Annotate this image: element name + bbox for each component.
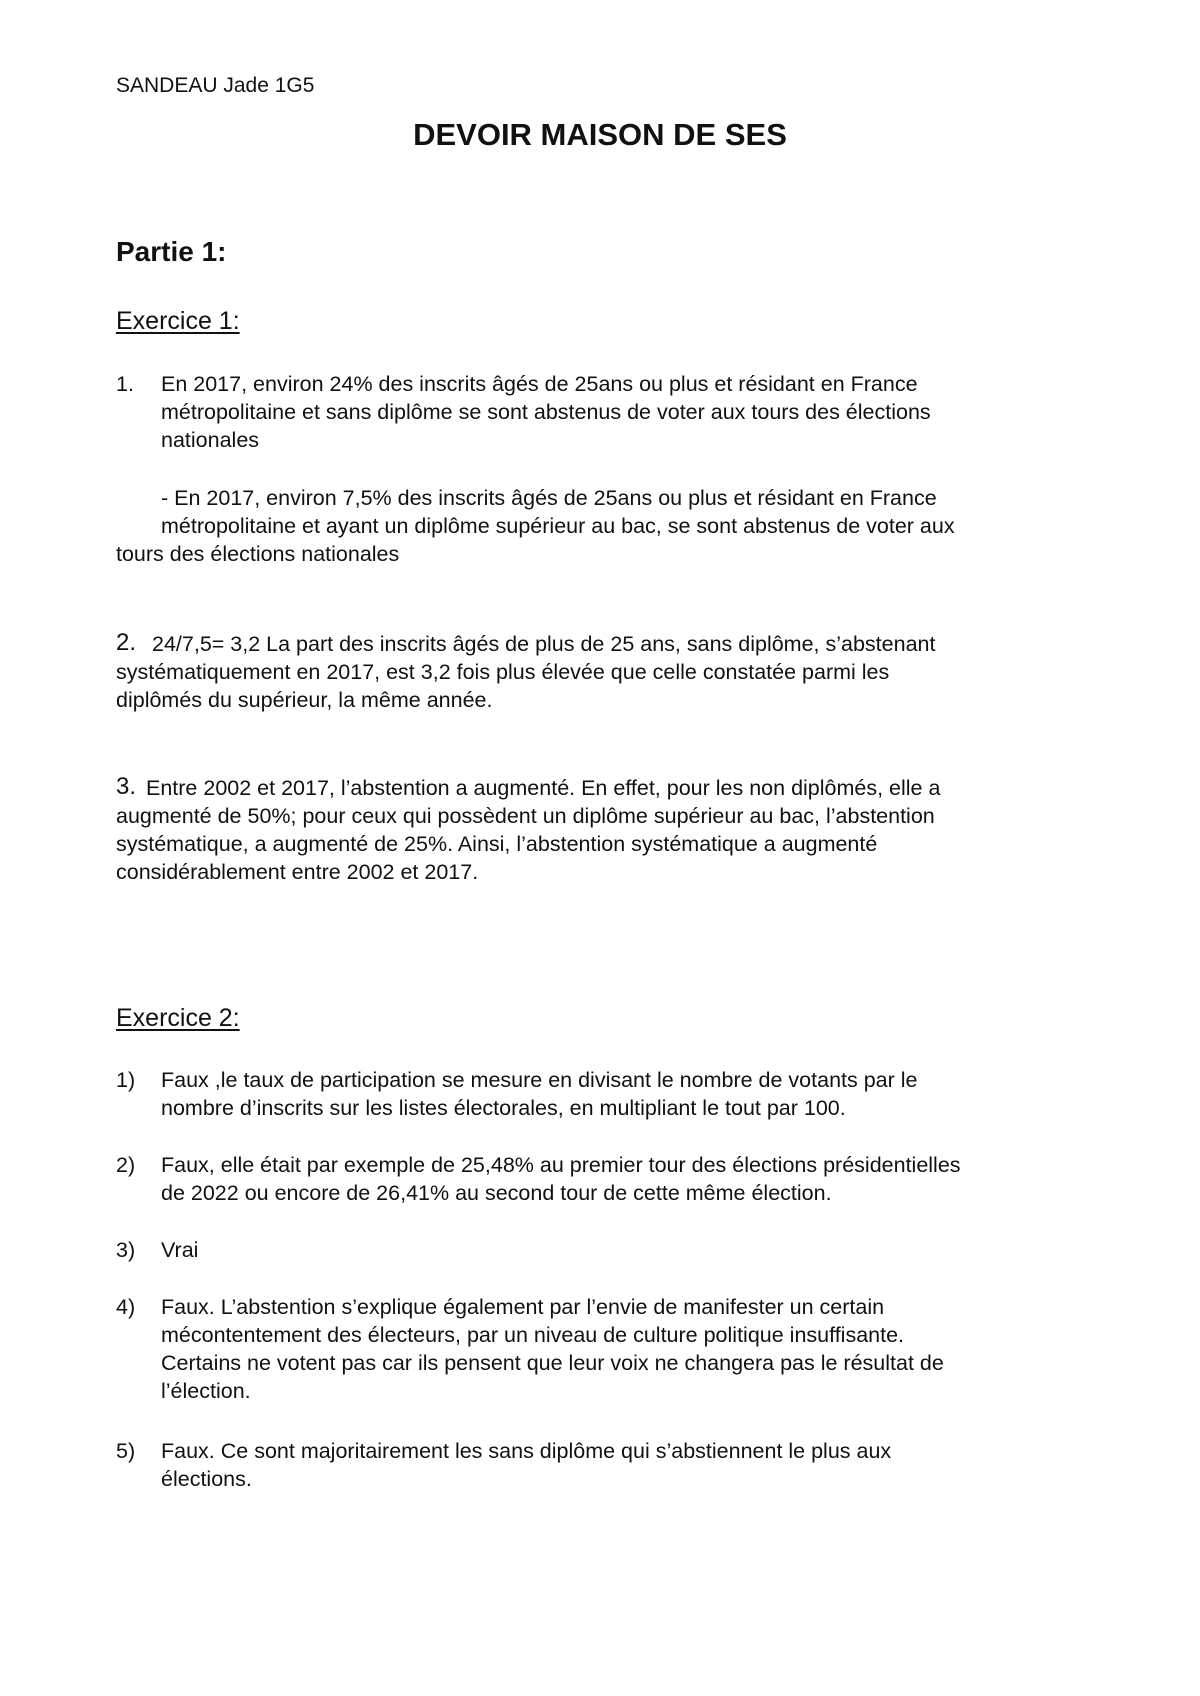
ex2-item-number: 5): [116, 1439, 136, 1463]
ex2-item-line: mécontentement des électeurs, par un niveau de culture politique insuffisante.: [161, 1323, 905, 1347]
ex2-item-line: de 2022 ou encore de 26,41% au second tour de cette même élection.: [161, 1181, 832, 1205]
ex1-q1-line: métropolitaine et sans diplôme se sont abstenus de voter aux tours des élections: [161, 400, 931, 424]
ex1-q1-sub-line: tours des élections nationales: [116, 542, 400, 566]
ex1-q1-sub-line: métropolitaine et ayant un diplôme supérieur au bac, se sont abstenus de voter aux: [161, 514, 955, 538]
ex1-q3-line: systématique, a augmenté de 25%. Ainsi, l’abstention systématique a augmenté: [116, 832, 878, 856]
ex1-q2-line: 24/7,5= 3,2 La part des inscrits âgés de plus de 25 ans, sans diplôme, s’abstenant: [152, 632, 936, 656]
ex1-q1-sub-line: - En 2017, environ 7,5% des inscrits âgés de 25ans ou plus et résidant en France: [161, 486, 937, 510]
ex2-item-line: nombre d’inscrits sur les listes électorales, en multipliant le tout par 100.: [161, 1096, 846, 1120]
ex2-item-line: élections.: [161, 1467, 252, 1491]
ex1-q3-line: considérablement entre 2002 et 2017.: [116, 860, 479, 884]
ex2-item-number: 2): [116, 1153, 136, 1177]
document-title: DEVOIR MAISON DE SES: [413, 117, 787, 152]
ex2-item-line: Certains ne votent pas car ils pensent que leur voix ne changera pas le résultat de: [161, 1351, 944, 1375]
ex2-item-line: Vrai: [161, 1238, 199, 1262]
ex1-q1-line: En 2017, environ 24% des inscrits âgés de 25ans ou plus et résidant en France: [161, 372, 918, 396]
exercice-1-heading: Exercice 1:: [116, 307, 240, 335]
exercice-2-heading: Exercice 2:: [116, 1004, 240, 1032]
ex2-item-number: 4): [116, 1295, 136, 1319]
ex1-q2-line: systématiquement en 2017, est 3,2 fois plus élevée que celle constatée parmi les: [116, 660, 890, 684]
partie-1-heading: Partie 1:: [116, 236, 227, 267]
ex2-item-line: l’élection.: [161, 1379, 251, 1403]
ex1-q1-number: 1.: [116, 372, 134, 396]
ex2-item-line: Faux. Ce sont majoritairement les sans diplôme qui s’abstiennent le plus aux: [161, 1439, 892, 1463]
ex1-q3-number: 3.: [116, 773, 137, 800]
ex1-q3-line: augmenté de 50%; pour ceux qui possèdent un diplôme supérieur au bac, l’abstention: [116, 804, 935, 828]
ex1-q1-line: nationales: [161, 428, 260, 452]
ex2-item-line: Faux ,le taux de participation se mesure en divisant le nombre de votants par le: [161, 1068, 918, 1092]
ex2-item-number: 3): [116, 1238, 136, 1262]
ex1-q2-number: 2.: [116, 629, 137, 656]
ex2-item-number: 1): [116, 1068, 136, 1092]
ex2-item-line: Faux. L’abstention s’explique également par l’envie de manifester un certain: [161, 1295, 885, 1319]
ex1-q2-line: diplômés du supérieur, la même année.: [116, 688, 493, 712]
ex1-q3-line: Entre 2002 et 2017, l’abstention a augmenté. En effet, pour les non diplômés, elle a: [146, 776, 941, 800]
ex2-item-line: Faux, elle était par exemple de 25,48% au premier tour des élections présidentielles: [161, 1153, 961, 1177]
student-name: SANDEAU Jade 1G5: [116, 74, 315, 97]
